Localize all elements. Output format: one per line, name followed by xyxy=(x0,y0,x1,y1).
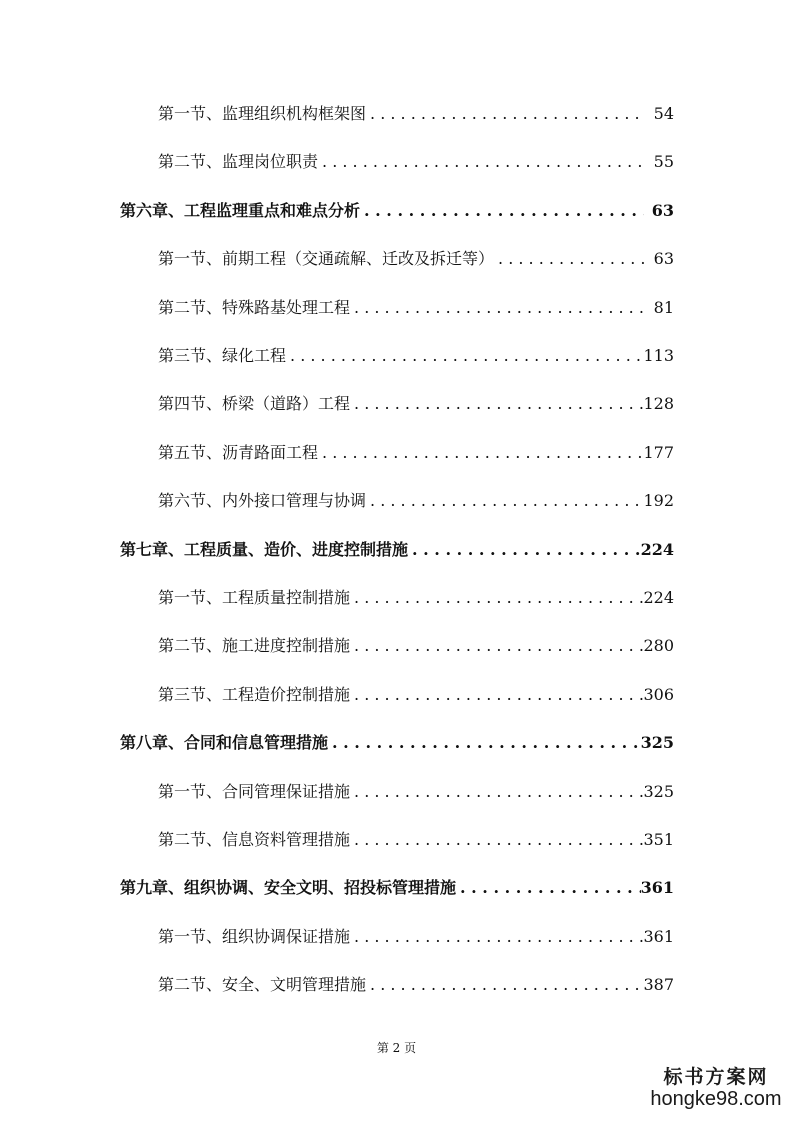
toc-entry-label: 第一节、工程质量控制措施 xyxy=(158,588,351,607)
toc-entry[interactable] xyxy=(158,973,674,997)
toc-leader-dots xyxy=(350,586,643,610)
toc-chapter-entry[interactable] xyxy=(120,199,674,223)
toc-page-number: 325 xyxy=(643,782,674,801)
toc-entry-label: 第四节、桥梁（道路）工程 xyxy=(158,394,351,413)
toc-entry[interactable] xyxy=(158,102,674,126)
toc-leader-dots xyxy=(350,634,643,658)
toc-page-number: 325 xyxy=(640,733,674,752)
toc-entry[interactable] xyxy=(158,296,674,320)
toc-leader-dots xyxy=(350,683,643,707)
watermark-chinese-text: 标书方案网 xyxy=(663,1066,769,1088)
page-number-label: 第 2 页 xyxy=(376,1041,417,1055)
toc-entry[interactable] xyxy=(158,392,674,416)
toc-entry-label: 第六节、内外接口管理与协调 xyxy=(158,491,367,510)
toc-chapter-label: 第七章、工程质量、造价、进度控制措施 xyxy=(120,540,409,559)
toc-entry-label: 第一节、监理组织机构框架图 xyxy=(158,104,367,123)
toc-page-number: 192 xyxy=(643,491,674,510)
toc-page-number: 177 xyxy=(643,443,674,462)
toc-entry[interactable] xyxy=(158,634,674,658)
toc-entry-label: 第三节、工程造价控制措施 xyxy=(158,685,351,704)
toc-leader-dots xyxy=(350,392,643,416)
toc-entry[interactable] xyxy=(158,441,674,465)
toc-page-number: 306 xyxy=(643,685,674,704)
toc-entry-label: 第二节、安全、文明管理措施 xyxy=(158,975,367,994)
toc-chapter-label: 第六章、工程监理重点和难点分析 xyxy=(120,201,361,220)
toc-leader-dots xyxy=(360,199,644,223)
toc-leader-dots xyxy=(318,441,643,465)
toc-entry[interactable] xyxy=(158,683,674,707)
toc-page-number: 128 xyxy=(643,394,674,413)
toc-leader-dots xyxy=(350,780,643,804)
toc-entry-label: 第一节、前期工程（交通疏解、迁改及拆迁等） xyxy=(158,249,495,268)
toc-leader-dots xyxy=(366,489,643,513)
toc-entry-label: 第五节、沥青路面工程 xyxy=(158,443,319,462)
toc-leader-dots xyxy=(350,296,644,320)
toc-entry-label: 第二节、特殊路基处理工程 xyxy=(158,298,351,317)
toc-entry-label: 第一节、合同管理保证措施 xyxy=(158,782,351,801)
toc-chapter-label: 第九章、组织协调、安全文明、招投标管理措施 xyxy=(120,878,457,897)
toc-chapter-entry[interactable] xyxy=(120,876,674,900)
toc-chapter-label: 第八章、合同和信息管理措施 xyxy=(120,733,329,752)
toc-page-number: 280 xyxy=(643,636,674,655)
toc-leader-dots xyxy=(366,973,643,997)
toc-entry[interactable] xyxy=(158,150,674,174)
toc-leader-dots xyxy=(350,828,643,852)
toc-leader-dots xyxy=(408,538,641,562)
toc-page-number: 63 xyxy=(651,201,674,220)
toc-entry-label: 第二节、施工进度控制措施 xyxy=(158,636,351,655)
toc-entry-label: 第三节、绿化工程 xyxy=(158,346,287,365)
toc-entry[interactable] xyxy=(158,828,674,852)
toc-leader-dots xyxy=(318,150,644,174)
watermark-domain-text: hongke98.com xyxy=(650,1088,782,1110)
toc-page-number: 361 xyxy=(643,927,674,946)
toc-entry[interactable] xyxy=(158,247,674,271)
toc-entry[interactable] xyxy=(158,780,674,804)
toc-leader-dots xyxy=(328,731,641,755)
toc-entry-label: 第二节、信息资料管理措施 xyxy=(158,830,351,849)
toc-page-number: 63 xyxy=(653,249,674,268)
page-footer xyxy=(0,1040,793,1056)
toc-entry[interactable] xyxy=(158,925,674,949)
toc-entry-label: 第二节、监理岗位职责 xyxy=(158,152,319,171)
toc-leader-dots xyxy=(366,102,644,126)
toc-entry[interactable] xyxy=(158,586,674,610)
toc-page-number: 224 xyxy=(643,588,674,607)
toc-page-number: 113 xyxy=(643,346,674,365)
toc-entry-label: 第一节、组织协调保证措施 xyxy=(158,927,351,946)
toc-page-number: 387 xyxy=(643,975,674,994)
toc-leader-dots xyxy=(350,925,643,949)
toc-page-number: 54 xyxy=(653,104,674,123)
toc-page-number: 224 xyxy=(640,540,674,559)
toc-page-number: 81 xyxy=(653,298,674,317)
site-watermark-logo xyxy=(642,1066,790,1110)
toc-leader-dots xyxy=(286,344,643,368)
toc-chapter-entry[interactable] xyxy=(120,731,674,755)
toc-entry[interactable] xyxy=(158,344,674,368)
toc-page-number: 351 xyxy=(643,830,674,849)
toc-page-number: 55 xyxy=(653,152,674,171)
toc-leader-dots xyxy=(494,247,644,271)
toc-chapter-entry[interactable] xyxy=(120,538,674,562)
toc-entry[interactable] xyxy=(158,489,674,513)
toc-page-number: 361 xyxy=(640,878,674,897)
toc-leader-dots xyxy=(456,876,641,900)
